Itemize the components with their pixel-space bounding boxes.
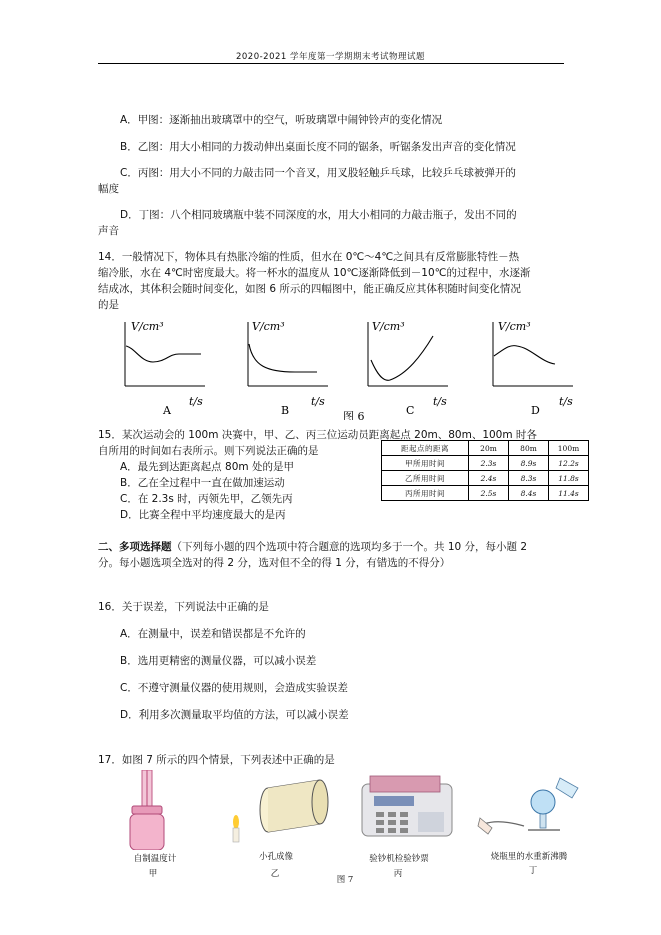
table-header-cell: 100m [549, 441, 589, 456]
table-cell: 8.3s [509, 471, 549, 486]
graph-c [368, 320, 448, 417]
q16-option-d: D．利用多次测量取平均值的方法，可以减小误差 [120, 709, 349, 721]
graph-c-label: C [406, 404, 415, 417]
q15-option-b: B．乙在全过程中一直在做加速运动 [120, 477, 285, 489]
caption-thermometer: 自制温度计 [133, 854, 177, 864]
header-rule [98, 63, 564, 64]
label-bing: 丙 [393, 869, 403, 879]
graph-a-ylabel: V/cm³ [131, 320, 164, 333]
table-header-row [382, 441, 589, 456]
graph-b [248, 320, 328, 417]
caption-flask: 烧瓶里的水重新沸腾 [490, 852, 568, 862]
graph-d [493, 320, 573, 417]
q14-stem-2: 缩冷胀，水在 4℃时密度最大。将一杯水的温度从 10℃逐渐降低到－10℃的过程中，水逐渐 [98, 267, 531, 279]
graph-a-xlabel: t/s [189, 395, 203, 408]
graph-b-label: B [281, 404, 290, 417]
table-cell: 8.4s [509, 486, 549, 501]
table-row [382, 471, 589, 486]
q13-option-b: B．乙图：用大小相同的力拨动伸出桌面长度不同的锯条，听锯条发出声音的变化情况 [120, 141, 516, 153]
flask-illustration [478, 778, 578, 834]
graph-d-xlabel: t/s [559, 395, 573, 408]
money-checker-illustration [362, 776, 452, 836]
graph-c-ylabel: V/cm³ [372, 320, 405, 333]
q15-option-c: C．在 2.3s 时，丙领先甲，乙领先丙 [120, 493, 293, 505]
figure-6-caption: 图 6 [343, 410, 365, 420]
label-jia: 甲 [148, 869, 158, 879]
pinhole-illustration [233, 780, 328, 842]
q16-option-a: A．在测量中，误差和错误都是不允许的 [120, 628, 306, 640]
q16-option-b: B．选用更精密的测量仪器，可以减小误差 [120, 655, 317, 667]
table-cell: 甲所用时间 [382, 456, 469, 471]
q14-stem-4: 的是 [98, 299, 119, 311]
table-row [382, 456, 589, 471]
page-header: 2020-2021 学年度第一学期期末考试物理试题 [235, 52, 426, 62]
graph-d-label: D [531, 404, 540, 417]
q14-stem-3: 结成冰，其体积会随时间变化，如图 6 所示的四幅图中，能正确反应其体积随时间变化情况 [98, 283, 521, 295]
label-yi: 乙 [270, 869, 280, 879]
q16-stem: 16．关于误差，下列说法中正确的是 [98, 601, 269, 613]
q14-stem-1: 14．一般情况下，物体具有热胀冷缩的性质，但水在 0℃～4℃之间具有反常膨胀特性－热 [98, 251, 520, 263]
table-cell: 12.2s [549, 456, 589, 471]
table-cell: 2.4s [469, 471, 509, 486]
table-cell: 11.8s [549, 471, 589, 486]
table-cell: 乙所用时间 [382, 471, 469, 486]
graph-c-xlabel: t/s [433, 395, 447, 408]
section2-line-1 [98, 540, 568, 554]
table-row [382, 486, 589, 501]
q17-stem: 17．如图 7 所示的四个情景，下列表述中正确的是 [98, 754, 335, 766]
table-cell: 11.4s [549, 486, 589, 501]
q15-option-d: D．比赛全程中平均速度最大的是丙 [120, 509, 286, 521]
graph-b-xlabel: t/s [311, 395, 325, 408]
graph-b-ylabel: V/cm³ [252, 320, 285, 333]
table-cell: 丙所用时间 [382, 486, 469, 501]
label-ding: 丁 [528, 866, 538, 876]
q13-option-d-cont: 声音 [98, 225, 119, 237]
q13-option-a: A．甲图：逐渐抽出玻璃罩中的空气，听玻璃罩中闹钟铃声的变化情况 [120, 114, 443, 126]
section2-title: 二、多项选择题 [98, 541, 172, 553]
table-cell: 2.5s [469, 486, 509, 501]
q13-option-c-cont: 幅度 [98, 183, 119, 195]
table-header-cell: 20m [469, 441, 509, 456]
q15-table [381, 440, 589, 501]
q13-option-c: C．丙图：用大小不同的力敲击同一个音叉，用叉股轻触乒乓球，比较乒乓球被弹开的 [120, 167, 516, 179]
table-cell: 2.3s [469, 456, 509, 471]
q16-option-c: C．不遵守测量仪器的使用规则，会造成实验误差 [120, 682, 348, 694]
figure-7-caption: 图 7 [336, 875, 354, 885]
q15-stem-2: 自所用的时间如右表所示。则下列说法正确的是 [98, 445, 319, 457]
figure-7-illustrations [100, 770, 580, 850]
section2-desc: （下列每小题的四个选项中符合题意的选项均多于一个。共 10 分，每小题 2 [171, 541, 528, 553]
table-cell: 8.9s [509, 456, 549, 471]
graph-a-label: A [163, 404, 171, 417]
thermometer-illustration [130, 770, 164, 850]
section2-line-2: 分。每小题选项全选对的得 2 分，选对但不全的得 1 分，有错选的不得分） [98, 557, 451, 569]
caption-money-checker: 验钞机检验钞票 [369, 854, 429, 864]
table-header-cell: 80m [509, 441, 549, 456]
graph-d-ylabel: V/cm³ [498, 320, 531, 333]
caption-pinhole: 小孔成像 [258, 852, 293, 862]
q15-stem-1: 15．某次运动会的 100m 决赛中，甲、乙、丙三位运动员距离起点 20m、80m、100m 时各 [98, 429, 537, 441]
q15-option-a: A．最先到达距离起点 80m 处的是甲 [120, 461, 294, 473]
table-header-cell: 距起点的距离 [382, 441, 469, 456]
figure-6-graphs [95, 316, 575, 420]
q13-option-d: D．丁图：八个相同玻璃瓶中装不同深度的水，用大小相同的力敲击瓶子，发出不同的 [120, 209, 517, 221]
graph-a [125, 320, 205, 417]
